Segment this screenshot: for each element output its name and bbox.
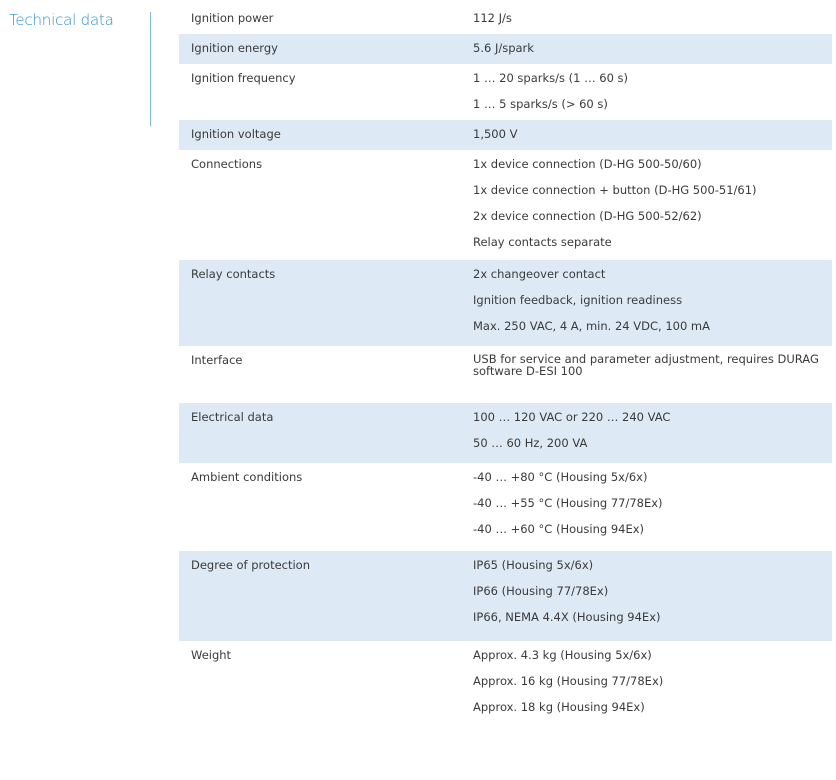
row-value: 1 … 5 sparks/s (> 60 s) <box>473 97 608 111</box>
row-values <box>473 157 832 260</box>
table-row <box>179 120 832 150</box>
row-label: Connections <box>191 157 263 171</box>
row-value: 112 J/s <box>473 11 512 25</box>
row-value: 1x device connection + button (D-HG 500-51/61) <box>473 183 757 197</box>
row-values <box>473 71 832 120</box>
row-values <box>473 353 832 403</box>
row-value: USB for service and parameter adjustment, requires DURAG software D-ESI 100 <box>473 352 819 378</box>
row-values <box>473 41 832 64</box>
row-value: Ignition feedback, ignition readiness <box>473 293 683 307</box>
table-row <box>179 4 832 34</box>
table-row <box>179 463 832 551</box>
row-value: 100 … 120 VAC or 220 … 240 VAC <box>473 410 671 424</box>
row-value: IP66, NEMA 4.4X (Housing 94Ex) <box>473 610 661 624</box>
row-label: Relay contacts <box>191 267 276 281</box>
row-value: Approx. 18 kg (Housing 94Ex) <box>473 700 645 714</box>
row-value: Max. 250 VAC, 4 A, min. 24 VDC, 100 mA <box>473 319 711 333</box>
row-values <box>473 127 832 150</box>
row-value: Approx. 16 kg (Housing 77/78Ex) <box>473 674 664 688</box>
technical-data-table <box>179 4 832 721</box>
row-values <box>473 267 832 346</box>
row-values <box>473 648 832 721</box>
row-value: 50 … 60 Hz, 200 VA <box>473 436 588 450</box>
row-value: -40 … +80 °C (Housing 5x/6x) <box>473 470 648 484</box>
row-value: -40 … +55 °C (Housing 77/78Ex) <box>473 496 663 510</box>
section-divider <box>150 12 151 126</box>
row-value: 1x device connection (D-HG 500-50/60) <box>473 157 702 171</box>
row-values <box>473 410 832 463</box>
row-value: -40 … +60 °C (Housing 94Ex) <box>473 522 645 536</box>
section-title: Technical data <box>9 11 114 29</box>
row-label: Ignition energy <box>191 41 278 55</box>
row-value: 1 … 20 sparks/s (1 … 60 s) <box>473 71 629 85</box>
row-value: 2x changeover contact <box>473 267 606 281</box>
row-label: Electrical data <box>191 410 274 424</box>
row-label: Ignition power <box>191 11 274 25</box>
table-row <box>179 346 832 403</box>
row-value: 5.6 J/spark <box>473 41 534 55</box>
row-label: Degree of protection <box>191 558 310 572</box>
row-value: Relay contacts separate <box>473 235 612 249</box>
row-label: Weight <box>191 648 232 662</box>
row-value: IP65 (Housing 5x/6x) <box>473 558 594 572</box>
table-row <box>179 64 832 120</box>
table-row <box>179 641 832 721</box>
row-values <box>473 558 832 641</box>
row-values <box>473 470 832 551</box>
row-value: Approx. 4.3 kg (Housing 5x/6x) <box>473 648 652 662</box>
row-label: Ignition frequency <box>191 71 296 85</box>
row-value: 2x device connection (D-HG 500-52/62) <box>473 209 702 223</box>
table-row <box>179 150 832 260</box>
table-row <box>179 403 832 463</box>
table-row <box>179 551 832 641</box>
row-value: IP66 (Housing 77/78Ex) <box>473 584 609 598</box>
row-value: 1,500 V <box>473 127 518 141</box>
table-row <box>179 34 832 64</box>
table-row <box>179 260 832 346</box>
row-values <box>473 11 832 34</box>
row-label: Ambient conditions <box>191 470 303 484</box>
row-label: Interface <box>191 353 243 367</box>
row-label: Ignition voltage <box>191 127 281 141</box>
